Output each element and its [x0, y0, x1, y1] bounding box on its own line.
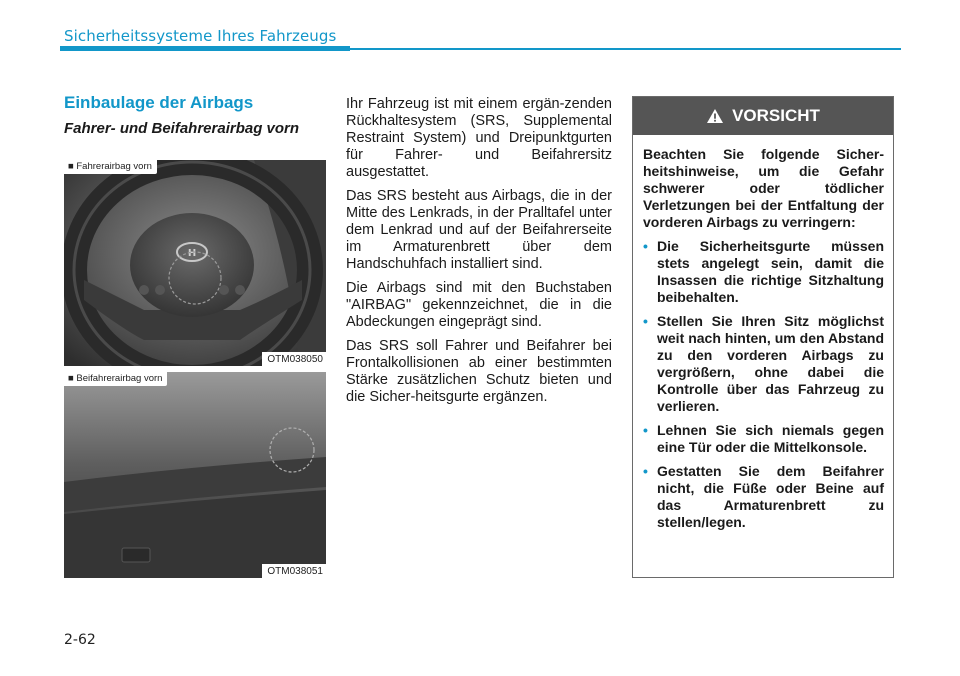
section-subtitle: Fahrer- und Beifahrerairbag vorn [64, 120, 300, 137]
steering-wheel-photo [64, 160, 326, 366]
warning-triangle-icon [706, 108, 724, 124]
caution-intro: Beachten Sie folgende Sicher-heitshinweise, um die Gefahr schwerer oder tödlicher Verletzungen bei der Entfaltung der vorderen Airbags zu verringern: [643, 146, 884, 230]
caution-list [643, 238, 884, 531]
caution-box [632, 96, 894, 578]
page-number: 2-62 [64, 632, 96, 648]
figure-driver-airbag [64, 160, 326, 366]
caution-title: VORSICHT [732, 106, 820, 125]
figure-code: OTM038051 [262, 564, 326, 578]
paragraph: Das SRS soll Fahrer und Beifahrer bei Frontalkollisionen ab einer bestimmten Stärke zusätzlichen Schutz bieten und die Sicher-heitsgurte ergänzen. [346, 338, 612, 405]
body-text [346, 96, 612, 413]
paragraph: Das SRS besteht aus Airbags, die in der Mitte des Lenkrads, in der Pralltafel unter dem Lenkrad und auf der Beifahrerseite im Armaturenbrett über dem Handschuhfach installiert sind. [346, 188, 612, 272]
caution-item: • Lehnen Sie sich niemals gegen eine Tür oder die Mittelkonsole. [643, 422, 884, 455]
figure-caption: ■ Fahrerairbag vorn [64, 160, 157, 174]
caution-item: • Gestatten Sie dem Beifahrer nicht, die Füße oder Beine auf das Armaturenbrett zu stellen/legen. [643, 463, 884, 530]
dashboard-photo [64, 372, 326, 578]
section-title: Einbaulage der Airbags [64, 93, 254, 112]
figure-passenger-airbag [64, 372, 326, 578]
header-accent-bar [60, 46, 350, 51]
bullet-icon: • [643, 313, 648, 329]
figure-code: OTM038050 [262, 352, 326, 366]
bullet-icon: • [643, 463, 648, 479]
running-header: Sicherheitssysteme Ihres Fahrzeugs [64, 27, 337, 45]
caution-item: • Die Sicherheitsgurte müssen stets angelegt sein, damit die Insassen die richtige Sitzhaltung beibehalten. [643, 238, 884, 305]
bullet-icon: • [643, 238, 648, 254]
svg-text:H: H [187, 248, 197, 259]
caution-header [633, 97, 893, 135]
paragraph: Die Airbags sind mit den Buchstaben "AIRBAG" gekennzeichnet, die in die Abdeckungen eingeprägt sind. [346, 280, 612, 330]
header-rule [350, 48, 901, 50]
caution-item: • Stellen Sie Ihren Sitz möglichst weit nach hinten, um den Abstand zu den vorderen Airbags zu vergrößern, ohne dabei die Kontrolle über das Fahrzeug zu verlieren. [643, 313, 884, 414]
bullet-icon: • [643, 422, 648, 438]
figure-caption: ■ Beifahrerairbag vorn [64, 372, 167, 386]
caution-body [633, 135, 893, 531]
paragraph: Ihr Fahrzeug ist mit einem ergän-zenden Rückhaltesystem (SRS, Supplemental Restraint System) und Dreipunktgurten für Fahrer- und Beifahrersitz ausgestattet. [346, 96, 612, 180]
